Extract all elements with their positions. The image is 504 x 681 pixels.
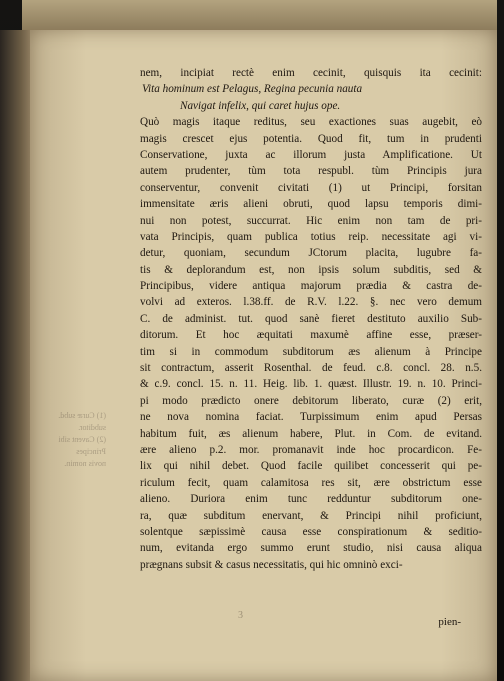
bleed-line: (2) Cavent sibi <box>58 435 106 444</box>
body-text <box>140 65 482 573</box>
verse-line: Vita hominum est Pelagus, Regina pecunia nauta <box>142 83 363 96</box>
text-line: riculum fecit, quam calamitosa res sit, ære obstrictum esse <box>140 476 482 489</box>
text-line: solentque sæpissimè causa esse conspirationum & seditio- <box>140 525 482 538</box>
text-line: magis crescet ejus potentia. Quod fit, tum in prudenti <box>140 132 482 145</box>
text-line: num, evitanda ergo summo erunt studio, nisi causa aliqua <box>140 542 482 555</box>
text-line: volvi ad exteros. l.38.ff. de R.V. l.22. §. nec vero demum <box>140 296 482 309</box>
text-line: vata Principis, quam publica totius reip. necessitate agi vi- <box>140 230 482 243</box>
catchword: pien- <box>438 616 461 628</box>
text-line: habitum fuit, æs alienum habere, Plut. in Com. de evitand. <box>140 427 482 440</box>
text-line: ne nova nomina faciat. Turpissimum enim apud Persas <box>140 411 482 424</box>
text-line: Conservatione, juxta ac illorum justa Amplificatione. Ut <box>140 148 482 161</box>
bleed-line: Principes <box>76 447 106 456</box>
text-line: pi modo prædicto onere debitorum liberato, curæ (2) erit, <box>140 394 482 407</box>
text-line: autem prudenter, tùm tota respubl. tùm Principis jura <box>140 165 482 178</box>
text-line: nui non potest, succurrat. Hic enim non tam de pri- <box>140 214 482 227</box>
text-line: prægnans subsit & casus necessitatis, qui hic omninò exci- <box>140 558 403 571</box>
book-page <box>30 30 497 681</box>
text-line: conserventur, convenit civitati (1) ut Principi, forsitan <box>140 181 482 194</box>
text-line: alieno. Duriora enim tunc redduntur subditorum one- <box>140 493 482 506</box>
previous-page-edge <box>22 0 497 32</box>
text-line: Principibus, videre antiqua majorum prædia & castra de- <box>140 280 482 293</box>
text-line: detur, quoniam, secundum JCtorum placita, lugubre fa- <box>140 247 482 260</box>
bleed-through-margin-notes <box>46 410 106 470</box>
text-line: tim si in commodum subditorum æs alienum à Principe <box>140 345 482 358</box>
text-line: ditorum. Et hoc æquitati maxumè affine esse, præser- <box>140 329 482 342</box>
text-line: lix qui nihil debet. Quod facile quilibet concesserit qui pe- <box>140 460 482 473</box>
text-line: & c.9. concl. 15. n. 11. Heig. lib. 1. quæst. Illustr. 19. n. 10. Princi- <box>140 378 482 391</box>
binding-gutter <box>0 30 30 681</box>
text-line: nem, incipiat rectè enim cecinit, quisquis ita cecinit: <box>140 67 482 79</box>
text-line: immensitate æris alieni obruti, quod lapsu temporis dimi- <box>140 198 482 211</box>
text-line: tis & deplorandum est, non ipsis solum subditis, sed & <box>140 263 482 276</box>
text-line: C. de administ. tut. quod sanè fieret destituto auxilio Sub- <box>140 312 482 325</box>
text-line: ære alieno p.2. mor. promanavit inde hoc procardicon. Fe- <box>140 443 482 456</box>
text-line: ra, quæ subditum enervant, & Principi nihil proficiunt, <box>140 509 482 522</box>
signature-mark: 3 <box>238 610 243 621</box>
bleed-line: (1) Curæ subd. <box>58 411 106 420</box>
bleed-line: novis nomin. <box>64 459 106 468</box>
text-line: Quò magis itaque reditus, seu exactiones suas augebit, eò <box>140 116 482 129</box>
bleed-line: subditor. <box>78 423 106 432</box>
verse-line: Navigat infelix, qui caret hujus ope. <box>180 99 341 112</box>
text-line: sit contractum, asserit Rosenthal. de feud. c.8. concl. 28. n.5. <box>140 362 482 375</box>
